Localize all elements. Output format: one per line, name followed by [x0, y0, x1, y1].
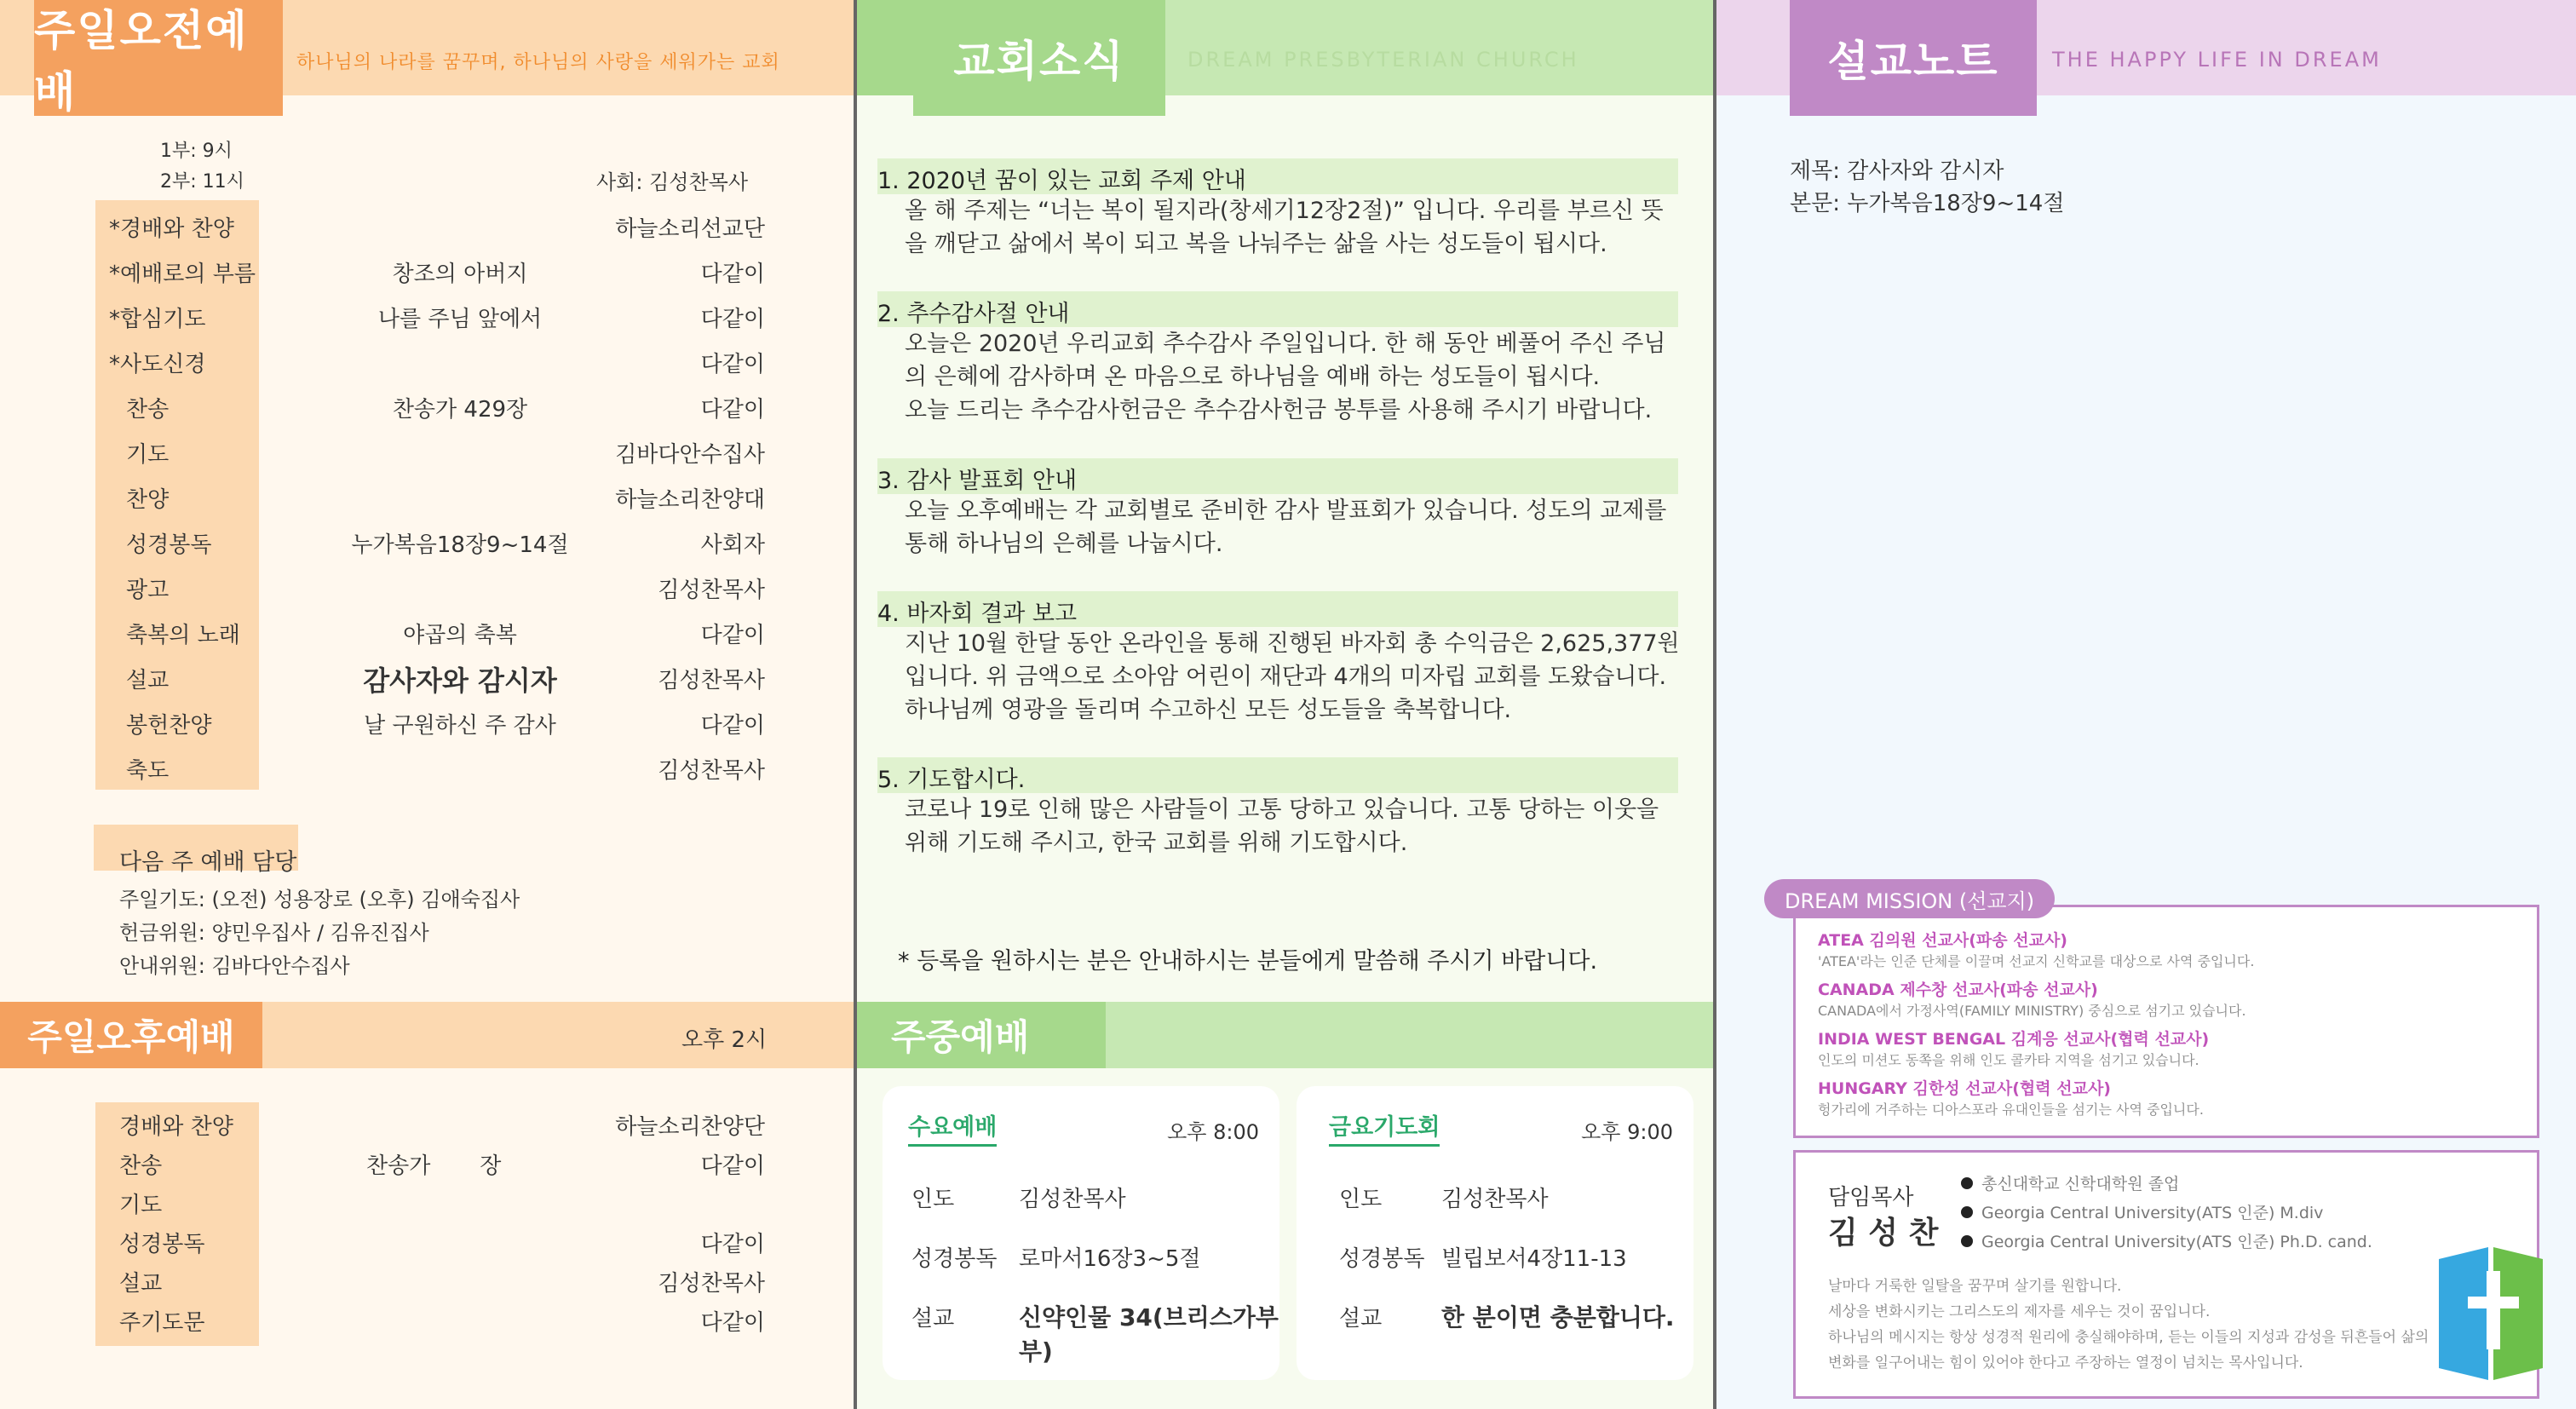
fri-value-lead: 김성찬목사	[1441, 1187, 1549, 1212]
order-item-label: *예배로의 부름	[109, 262, 256, 287]
afternoon-item-leader: 다같이	[700, 1232, 765, 1257]
news-item-line: 입니다. 위 금액으로 소아암 어린이 재단과 4개의 미자립 교회를 도왔습니다.	[905, 664, 1667, 690]
fri-value-reading: 빌립보서4장11-13	[1441, 1246, 1627, 1272]
church-logo-icon	[2439, 1247, 2550, 1380]
afternoon-item-label: 경배와 찬양	[119, 1114, 233, 1140]
credential-text: Georgia Central University(ATS 인준) M.div	[1981, 1204, 2324, 1222]
fri-label-sermon: 설교	[1339, 1306, 1383, 1331]
order-item-leader: 다같이	[700, 713, 765, 739]
order-item-content: 야곱의 축복	[403, 623, 517, 648]
credential-text: Georgia Central University(ATS 인준) Ph.D. cand.	[1981, 1233, 2372, 1251]
news-item-line: 오늘 오후예배는 각 교회별로 준비한 감사 발표회가 있습니다. 성도의 교제를	[905, 497, 1667, 524]
news-item-heading: 4. 바자회 결과 보고	[877, 601, 1078, 627]
wed-value-sermon: 신약인물 34(브리스가부부)	[1019, 1303, 1279, 1366]
mission-label: DREAM MISSION (선교지)	[1764, 879, 2055, 918]
order-item-leader: 김성찬목사	[658, 758, 765, 784]
news-item-heading: 2. 추수감사절 안내	[877, 301, 1070, 327]
credential-line	[1961, 1171, 2179, 1194]
wed-label-sermon: 설교	[911, 1306, 955, 1331]
order-item-leader: 하늘소리선교단	[615, 216, 765, 242]
order-item-leader: 김바다안수집사	[615, 442, 765, 468]
order-item-leader: 김성찬목사	[658, 668, 765, 693]
order-item-label: 축도	[126, 758, 170, 784]
order-item-leader: 다같이	[700, 262, 765, 287]
afternoon-item-label: 기도	[119, 1193, 163, 1218]
news-title: 교회소식	[913, 0, 1165, 116]
mission-entry-name: CANADA 제수창 선교사(파송 선교사)	[1818, 981, 2098, 999]
credential-line	[1961, 1200, 2323, 1223]
sermon-notes-panel	[1716, 0, 2576, 1409]
next-week-title: 다음 주 예배 담당	[119, 849, 297, 876]
afternoon-item-leader: 김성찬목사	[658, 1271, 765, 1297]
morning-subtitle: 하나님의 나라를 꿈꾸며, 하나님의 사랑을 세워가는 교회	[296, 52, 780, 73]
news-item-heading: 5. 기도합시다.	[877, 767, 1026, 793]
news-item-line: 통해 하나님의 은혜를 나눕시다.	[905, 531, 1223, 557]
order-item-content: 날 구원하신 주 감사	[364, 713, 556, 739]
news-item-heading: 3. 감사 발표회 안내	[877, 468, 1078, 494]
friday-time: 오후 9:00	[1581, 1120, 1673, 1144]
morning-title: 주일오전예배	[34, 0, 283, 116]
order-item-content: 감사자와 감시자	[363, 664, 557, 697]
pastor-role: 담임목사	[1828, 1185, 1914, 1211]
order-item-content: 나를 주님 앞에서	[377, 307, 543, 332]
next-week-offering: 헌금위원: 양민우집사 / 김유진집사	[119, 921, 429, 945]
order-item-content: 찬송가 429장	[392, 397, 528, 423]
order-item-leader: 김성찬목사	[658, 578, 765, 603]
afternoon-item-label: 주기도문	[119, 1310, 205, 1336]
afternoon-item-leader: 다같이	[700, 1310, 765, 1336]
news-item-line: 의 은혜에 감사하며 온 마음으로 하나님을 예배 하는 성도들이 됩시다.	[905, 364, 1601, 390]
afternoon-item-label: 설교	[119, 1271, 163, 1297]
fri-label-reading: 성경봉독	[1339, 1246, 1425, 1272]
order-item-leader: 사회자	[700, 532, 765, 558]
order-item-leader: 다같이	[700, 307, 765, 332]
afternoon-item-leader: 다같이	[700, 1153, 765, 1179]
mission-box	[1793, 905, 2539, 1138]
order-item-label: *경배와 찬양	[109, 216, 234, 242]
order-item-label: *합심기도	[109, 307, 206, 332]
order-item-content: 창조의 아버지	[392, 262, 528, 287]
order-item-leader: 다같이	[700, 397, 765, 423]
service-leader: 사회: 김성찬목사	[596, 170, 749, 194]
service-time-2: 2부: 11시	[160, 171, 244, 193]
order-item-content: 누가복음18장9~14절	[351, 532, 569, 558]
afternoon-item-leader: 하늘소리찬양단	[615, 1114, 765, 1140]
afternoon-item-label: 찬송	[119, 1153, 163, 1179]
credential-line	[1961, 1229, 2372, 1252]
sermon-text: 본문: 누가복음18장9~14절	[1790, 191, 2065, 216]
news-item-line: 코로나 19로 인해 많은 사람들이 고통 당하고 있습니다. 고통 당하는 이웃을	[905, 797, 1659, 823]
news-item-line: 오늘 드리는 추수감사헌금은 추수감사헌금 봉투를 사용해 주시기 바랍니다.	[905, 397, 1653, 423]
mission-entry-desc: 인도의 미션도 동쪽을 위해 인도 콜카타 지역을 섬기고 있습니다.	[1818, 1052, 2199, 1068]
bullet-icon	[1961, 1235, 1973, 1247]
afternoon-time: 오후 2시	[681, 1027, 768, 1053]
mission-entry-name: INDIA WEST BENGAL 김계응 선교사(협력 선교사)	[1818, 1030, 2210, 1049]
news-item-heading: 1. 2020년 꿈이 있는 교회 주제 안내	[877, 168, 1246, 194]
morning-worship-panel	[0, 0, 854, 1409]
order-item-leader: 다같이	[700, 623, 765, 648]
afternoon-item-content: 찬송가 장	[366, 1153, 502, 1179]
pastor-desc-line: 변화를 일구어내는 힘이 있어야 한다고 주장하는 열정이 넘치는 목사입니다.	[1828, 1354, 2303, 1372]
mission-entry-name: ATEA 김의원 선교사(파송 선교사)	[1818, 931, 2067, 950]
next-week-usher: 안내위원: 김바다안수집사	[119, 954, 350, 978]
order-item-label: 설교	[126, 668, 170, 693]
news-item-line: 을 깨닫고 삶에서 복이 되고 복을 나눠주는 삶을 사는 성도들이 됩시다.	[905, 231, 1607, 257]
sermon-subtitle: THE HAPPY LIFE IN DREAM	[2052, 48, 2382, 72]
order-item-label: 찬양	[126, 487, 170, 513]
order-item-label: 봉헌찬양	[126, 713, 212, 739]
order-item-label: 광고	[126, 578, 170, 603]
mission-entry-desc: 'ATEA'라는 인준 단체를 이끌며 선교지 신학교를 대상으로 사역 중입니다.	[1818, 953, 2255, 969]
mission-entry-name: HUNGARY 김한성 선교사(협력 선교사)	[1818, 1079, 2111, 1098]
fri-label-lead: 인도	[1339, 1187, 1383, 1212]
pastor-desc-line: 날마다 거룩한 일탈을 꿈꾸며 살기를 원합니다.	[1828, 1278, 2122, 1295]
sermon-title: 설교노트	[1790, 0, 2037, 116]
news-subtitle: DREAM PRESBYTERIAN CHURCH	[1187, 48, 1579, 72]
pastor-desc-line: 하나님의 메시지는 항상 성경적 원리에 충실해야하며, 듣는 이들의 지성과 감성을 뒤흔들어 삶의	[1828, 1329, 2429, 1346]
wed-value-lead: 김성찬목사	[1019, 1187, 1126, 1212]
service-time-1: 1부: 9시	[160, 141, 233, 162]
mission-entry-desc: CANADA에서 가정사역(FAMILY MINISTRY) 중심으로 섬기고 있습니다.	[1818, 1003, 2246, 1019]
pastor-name: 김 성 찬	[1828, 1216, 1939, 1251]
order-item-label: 성경봉독	[126, 532, 212, 558]
credential-text: 총신대학교 신학대학원 졸업	[1981, 1175, 2180, 1193]
afternoon-item-label: 성경봉독	[119, 1232, 205, 1257]
order-label-strip	[95, 200, 259, 790]
order-item-label: 찬송	[126, 397, 170, 423]
order-item-leader: 하늘소리찬양대	[615, 487, 765, 513]
order-item-label: *사도신경	[109, 352, 206, 377]
order-item-label: 기도	[126, 442, 170, 468]
wed-value-reading: 로마서16장3~5절	[1019, 1246, 1201, 1272]
mission-entry-desc: 헝가리에 거주하는 디아스포라 유대인들을 섬기는 사역 중입니다.	[1818, 1101, 2204, 1118]
wednesday-card	[883, 1086, 1279, 1380]
weekday-title: 주중예배	[857, 1002, 1106, 1068]
friday-title: 금요기도회	[1329, 1108, 1440, 1147]
wed-label-lead: 인도	[911, 1187, 955, 1212]
registration-notice: * 등록을 원하시는 분은 안내하시는 분들에게 말씀해 주시기 바랍니다.	[898, 948, 1598, 975]
fri-value-sermon: 한 분이면 충분합니다.	[1441, 1303, 1675, 1331]
news-item-line: 하나님께 영광을 돌리며 수고하신 모든 성도들을 축복합니다.	[905, 697, 1512, 723]
news-item-line: 올 해 주제는 “너는 복이 될지라(창세기12장2절)” 입니다. 우리를 부르신 뜻	[905, 198, 1664, 224]
pastor-desc-line: 세상을 변화시키는 그리스도의 제자를 세우는 것이 꿈입니다.	[1828, 1303, 2211, 1320]
next-week-prayer: 주일기도: (오전) 성용장로 (오후) 김애숙집사	[119, 888, 520, 912]
friday-card	[1297, 1086, 1693, 1380]
bullet-icon	[1961, 1177, 1973, 1189]
afternoon-title: 주일오후예배	[0, 1002, 262, 1068]
news-item-line: 오늘은 2020년 우리교회 추수감사 주일입니다. 한 해 동안 베풀어 주신 주님	[905, 331, 1666, 357]
sermon-topic: 제목: 감사자와 감시자	[1790, 158, 2004, 184]
wed-label-reading: 성경봉독	[911, 1246, 998, 1272]
order-item-label: 축복의 노래	[126, 623, 240, 648]
bullet-icon	[1961, 1206, 1973, 1218]
news-item-line: 지난 10월 한달 동안 온라인을 통해 진행된 바자회 총 수익금은 2,625,377원	[905, 630, 1680, 657]
order-item-leader: 다같이	[700, 352, 765, 377]
church-news-panel	[854, 0, 1716, 1409]
wednesday-title: 수요예배	[908, 1108, 997, 1147]
pastor-box	[1793, 1150, 2539, 1399]
news-item-line: 위해 기도해 주시고, 한국 교회를 위해 기도합시다.	[905, 830, 1408, 856]
wednesday-time: 오후 8:00	[1167, 1120, 1259, 1144]
